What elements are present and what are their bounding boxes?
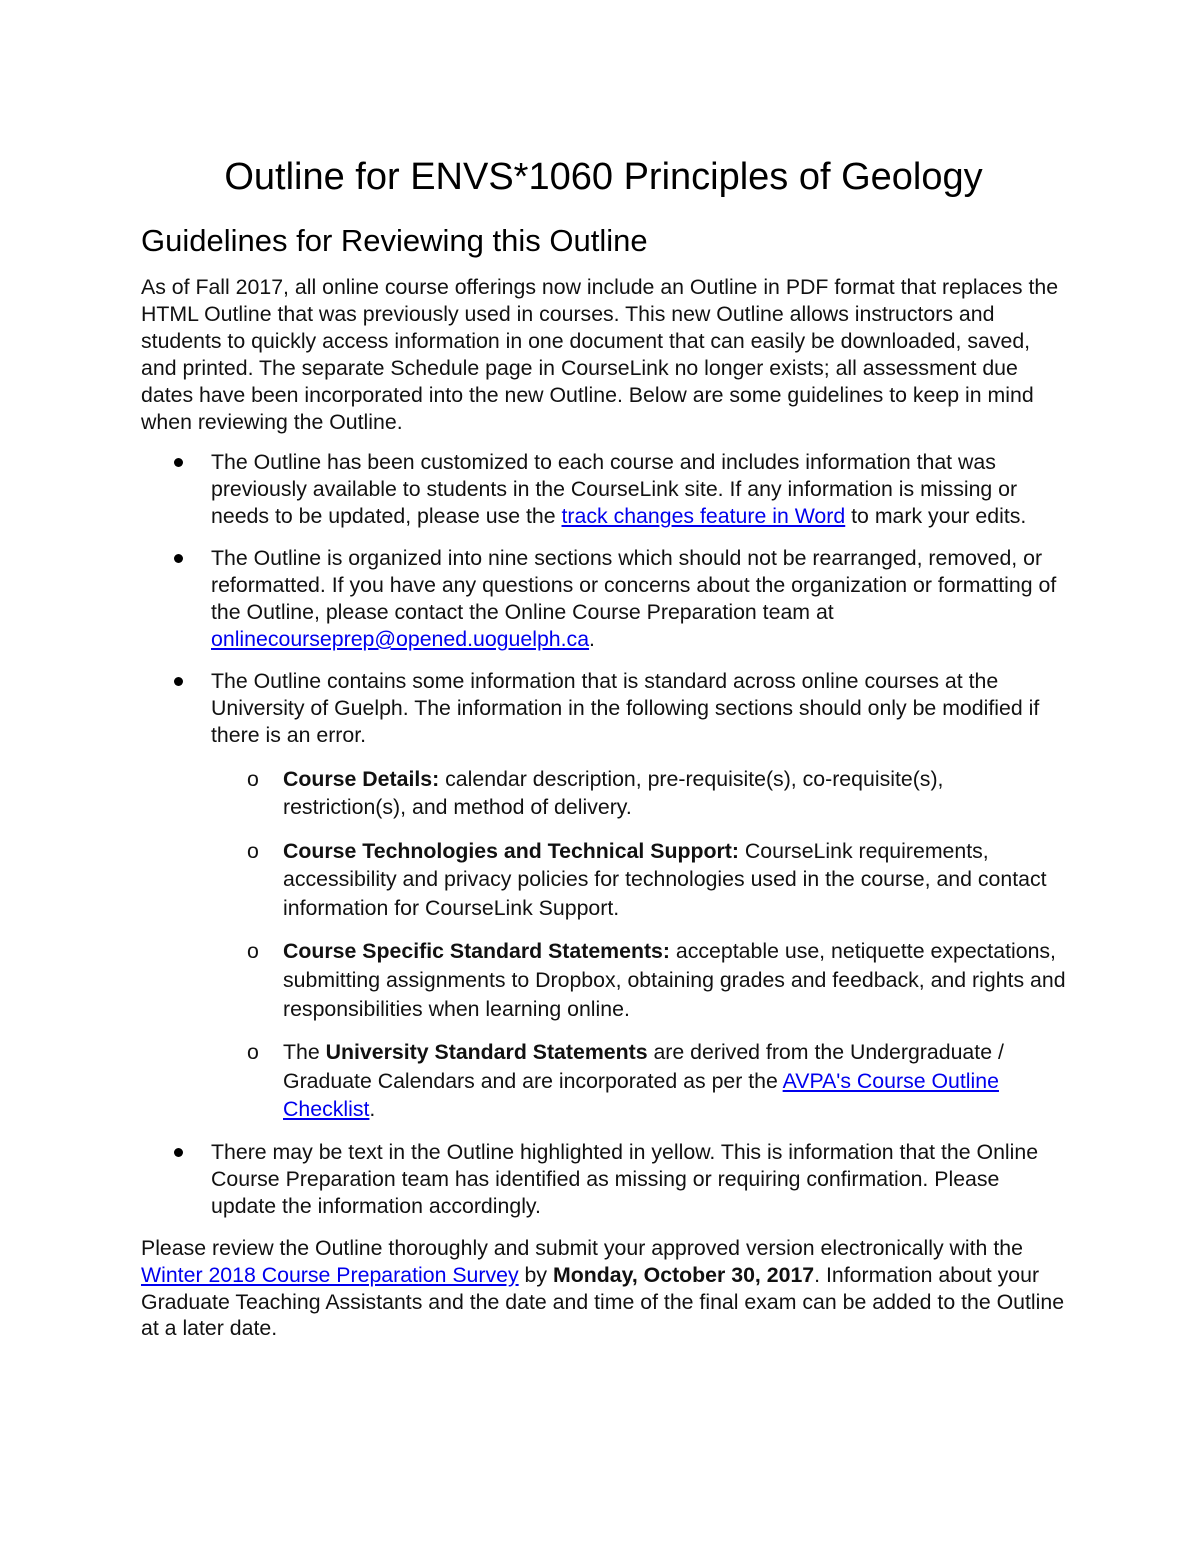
sub-bullet-icon: o bbox=[247, 939, 259, 964]
sub-bullet-icon: o bbox=[247, 838, 259, 863]
list-item-standard-info bbox=[141, 668, 1066, 1124]
bullet-icon bbox=[174, 554, 183, 563]
bullet-icon bbox=[174, 677, 183, 686]
intro-paragraph: As of Fall 2017, all online course offerings now include an Outline in PDF format that replaces the HTML Outline that was previously used in courses. This new Outline allows instructors and students to quickly access information in one document that can easily be downloaded, saved, and printed. The separate Schedule page in CourseLink no longer exists; all assessment due dates have been incorporated into the new Outline. Below are some guidelines to keep in mind when reviewing the Outline. bbox=[141, 275, 1059, 434]
course-outline-checklist-link[interactable]: AVPA's Course Outline Checklist bbox=[283, 1068, 999, 1122]
closing-text: by bbox=[518, 1262, 553, 1287]
sub-item-text: are derived from the Undergraduate / Graduate Calendars and are incorporated as per the bbox=[283, 1040, 1004, 1093]
sub-item-text: CourseLink requirements, accessibility and privacy policies for technologies used in the course, and contact information for CourseLink Support. bbox=[283, 838, 1047, 920]
bullet-icon bbox=[174, 458, 183, 467]
list-item-customized bbox=[141, 449, 1066, 530]
sub-item-label: Course Technologies and Technical Support: bbox=[283, 838, 739, 863]
closing-text: . Information about your Graduate Teaching Assistants and the date and time of the final exam can be added to the Outline at a later date. bbox=[141, 1262, 1065, 1341]
list-item-highlighted-text bbox=[141, 1139, 1066, 1220]
sub-item-text: . bbox=[369, 1097, 376, 1122]
sub-item-course-details bbox=[211, 765, 1066, 822]
deadline-date: Monday, October 30, 2017 bbox=[552, 1262, 815, 1287]
sub-bullet-icon: o bbox=[247, 766, 259, 791]
list-item-text: to mark your edits. bbox=[845, 504, 1027, 529]
sub-item-course-technologies bbox=[211, 837, 1066, 923]
closing-text: Please review the Outline thoroughly and submit your approved version electronically with the bbox=[141, 1235, 1023, 1260]
document-title: Outline for ENVS*1060 Principles of Geology bbox=[224, 156, 983, 198]
guidelines-list bbox=[141, 449, 1066, 1219]
email-link[interactable]: onlinecourseprep@opened.uoguelph.ca bbox=[211, 626, 590, 651]
list-item-text: The Outline contains some information that is standard across online courses at the University of Guelph. The information in the following sections should only be modified if there is an error. bbox=[211, 668, 1040, 747]
guidelines-heading: Guidelines for Reviewing this Outline bbox=[141, 223, 648, 258]
list-item-text: There may be text in the Outline highlighted in yellow. This is information that the Online Course Preparation team has identified as missing or requiring confirmation. Please update the information accordingly. bbox=[211, 1140, 1039, 1218]
list-item-text: . bbox=[589, 626, 595, 651]
sub-item-text: calendar description, pre-requisite(s), co-requisite(s), restriction(s), and method of delivery. bbox=[283, 766, 944, 820]
sub-item-university-statements bbox=[211, 1038, 1066, 1124]
sub-item-label: Course Details: bbox=[283, 766, 440, 791]
course-preparation-survey-link[interactable]: Winter 2018 Course Preparation Survey bbox=[141, 1262, 519, 1287]
list-item-organized bbox=[141, 545, 1066, 653]
sub-item-text: acceptable use, netiquette expectations, submitting assignments to Dropbox, obtaining grades and feedback, and rights and responsibilities when learning online. bbox=[283, 939, 1066, 1021]
sub-item-label: University Standard Statements bbox=[325, 1040, 648, 1065]
sub-bullet-icon: o bbox=[247, 1040, 259, 1065]
sub-item-text: The bbox=[283, 1040, 326, 1065]
list-item-text: The Outline has been customized to each course and includes information that was previously available to students in the CourseLink site. If any information is missing or needs to be updated, please use the bbox=[211, 450, 1018, 529]
track-changes-link[interactable]: track changes feature in Word bbox=[561, 504, 846, 529]
closing-paragraph bbox=[141, 1235, 1066, 1343]
sub-item-label: Course Specific Standard Statements: bbox=[283, 939, 670, 964]
standard-sections-list bbox=[211, 765, 1066, 1125]
document-page bbox=[141, 150, 1066, 1342]
list-item-text: The Outline is organized into nine sections which should not be rearranged, removed, or reformatted. If you have any questions or concerns about the organization or formatting of the Outline, please contact the Online Course Preparation team at bbox=[211, 546, 1057, 624]
sub-item-course-specific-statements bbox=[211, 937, 1066, 1023]
bullet-icon bbox=[174, 1148, 183, 1157]
